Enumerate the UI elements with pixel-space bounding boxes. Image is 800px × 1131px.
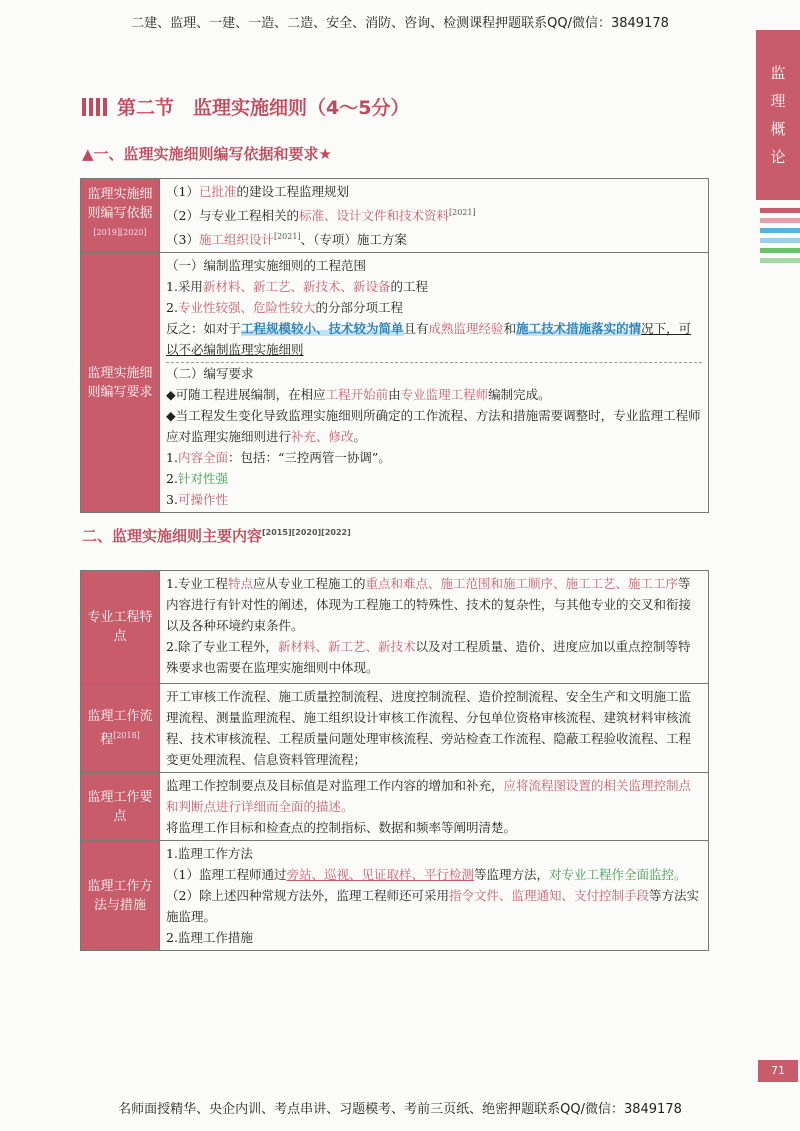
row-label (81, 841, 160, 951)
part2-title: 二、监理实施细则主要内容[2015][2020][2022] (82, 527, 351, 545)
row-label-text: 监理工作流程 (87, 708, 153, 748)
content-line: 1.内容全面：包括：“三控两管一协调”。 (166, 450, 391, 466)
table-row (81, 179, 709, 253)
content-line: 将监理工作目标和检查点的控制指标、数据和频率等阐明清楚。 (166, 820, 517, 835)
content-line: 1.监理工作方法 (166, 846, 253, 861)
exam-years: [2018] (113, 730, 140, 740)
table-row (81, 571, 709, 684)
row-label (81, 684, 160, 773)
part1-table (80, 178, 709, 513)
page-header: 二建、监理、一建、一造、二造、安全、消防、咨询、检测课程押题联系QQ/微信：3849178 (131, 16, 669, 31)
table-row (81, 773, 709, 841)
side-tab-char: 监 (770, 64, 786, 82)
content-line: （2）与专业工程相关的标准、设计文件和技术资料[2021] (166, 208, 476, 224)
row-content (160, 179, 709, 253)
section-bars-icon (82, 98, 107, 116)
content-line: 1.专业工程特点应从专业工程施工的重点和难点、施工范围和施工顺序、施工工艺、施工工序等内容进行有针对性的阐述，体现为工程施工的特殊性、技术的复杂性，与其他专业的交叉和衔接以及各种环境约束条件。 (166, 576, 692, 633)
content-line: 2.针对性强 (166, 471, 228, 487)
content-line: （二）编写要求 (166, 366, 254, 382)
part1-title: ▲一、监理实施细则编写依据和要求★ (82, 145, 332, 163)
row-label-text: 监理工作要点 (87, 789, 153, 824)
decor-stripe (760, 238, 800, 243)
row-label (81, 571, 160, 684)
row-content (160, 841, 709, 951)
page-number: 71 (758, 1060, 798, 1082)
decor-stripe (760, 258, 800, 263)
content-line: 3.可操作性 (166, 492, 228, 508)
content-line: 2.监理工作措施 (166, 930, 253, 945)
decor-stripe (760, 218, 800, 223)
content-line: 反之：如对于工程规模较小、技术较为简单且有成熟监理经验和施工技术措施落实的情况下，可以不必编制监理实施细则 (166, 321, 692, 358)
side-tab-char: 概 (770, 120, 786, 138)
section-title-text: 第二节 监理实施细则（4～5分） (117, 97, 410, 119)
row-content: 开工审核工作流程、施工质量控制流程、进度控制流程、造价控制流程、安全生产和文明施工监理流程、测量监理流程、施工组织设计审核工作流程、分包单位资格审核流程、建筑材料审核流程、技术审核流程、工程质量问题处理审核流程、旁站检查工作流程、隐蔽工程验收流程、工程变更处理流程、信息资料管理流程； (160, 684, 709, 773)
content-line: 1.采用新材料、新工艺、新技术、新设备的工程 (166, 279, 428, 295)
table-row (81, 253, 709, 513)
table-row (81, 684, 709, 773)
table-row (81, 841, 709, 951)
content-line: （3）施工组织设计[2021]、（专项）施工方案 (166, 232, 407, 248)
exam-years: [2019][2020] (93, 227, 147, 237)
content-line: （1）已批准的建设工程监理规划 (166, 184, 349, 199)
section-title (82, 93, 409, 120)
exam-years: [2015][2020][2022] (262, 528, 351, 537)
content-line: （2）除上述四种常规方法外，监理工程师还可采用指令文件、监理通知、支付控制手段等方法实施监理。 (166, 888, 699, 924)
decor-stripe (760, 208, 800, 213)
row-label (81, 253, 160, 513)
row-label-text: 监理实施细则编写要求 (87, 365, 153, 400)
content-line: 2.专业性较强、危险性较大的分部分项工程 (166, 300, 403, 316)
row-content (160, 773, 709, 841)
content-line: （1）监理工程师通过旁站、巡视、见证取样、平行检测等监理方法，对专业工程作全面监控。 (166, 867, 687, 882)
row-label (81, 773, 160, 841)
content-line: ◆当工程发生变化导致监理实施细则所确定的工作流程、方法和措施需要调整时，专业监理工程师应对监理实施细则进行补充、修改。 (166, 408, 701, 445)
side-tab-char: 理 (770, 92, 786, 110)
content-line: 监理工作控制要点及目标值是对监理工作内容的增加和补充，应将流程图设置的相关监理控制点和判断点进行详细而全面的描述。 (166, 778, 692, 814)
row-label-text: 监理工作方法与措施 (87, 878, 153, 913)
row-content (160, 571, 709, 684)
content-line: 2.除了专业工程外，新材料、新工艺、新技术以及对工程质量、造价、进度应加以重点控制等特殊要求也需要在监理实施细则中体现。 (166, 639, 691, 675)
row-label (81, 179, 160, 253)
content-line: （一）编制监理实施细则的工程范围 (166, 258, 367, 274)
content-line: ◆可随工程进展编制，在相应工程开始前由专业监理工程师编制完成。 (166, 387, 551, 403)
row-label-text: 专业工程特点 (87, 610, 153, 644)
row-label-text: 监理实施细则编写依据 (87, 186, 153, 221)
side-tab (756, 30, 800, 200)
page-footer: 名师面授精华、央企内训、考点串讲、习题模考、考前三页纸、绝密押题联系QQ/微信：3849178 (118, 1102, 682, 1117)
side-tab-char: 论 (770, 148, 786, 166)
row-content (160, 253, 709, 513)
decor-stripe (760, 248, 800, 253)
part2-table (80, 570, 709, 951)
decor-stripe (760, 228, 800, 233)
